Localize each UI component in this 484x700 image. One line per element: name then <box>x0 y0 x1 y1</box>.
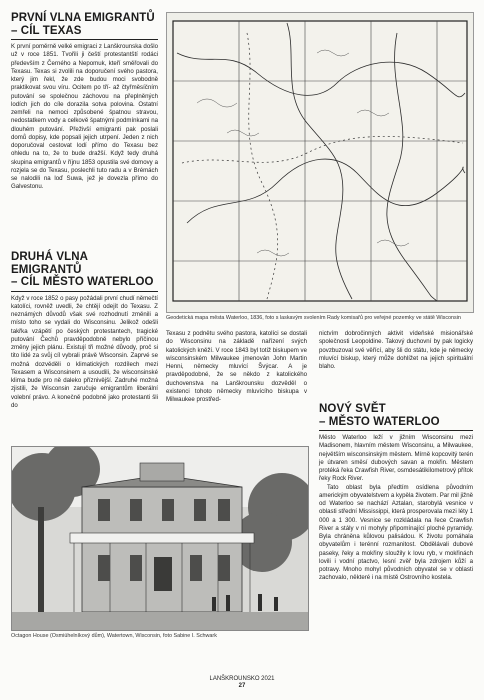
survey-map-drawing <box>167 13 473 312</box>
section-title-second-wave-line2: – CÍL MĚSTO WATERLOO <box>11 276 154 288</box>
right-column-text: nictvím dobročinných aktivit vídeňské misionářské společnosti Leopoldine. Takový duchovní by pak logicky povzbuzoval své věřící, aby šli do státu, kde je německy mluvící biskup, který může dohlížet na jejich spirituální blaho. <box>319 330 473 370</box>
section-title-new-world-line1: NOVÝ SVĚT <box>319 403 386 415</box>
section-title-second-wave-line1: DRUHÁ VLNA EMIGRANTŮ <box>11 251 88 276</box>
photo-caption: Octagon House (Osmiúhelníkový dům), Watertown, Wisconsin, foto Sabine I. Schwark <box>11 633 217 639</box>
title-underline <box>11 291 158 292</box>
octagon-house-drawing <box>12 447 308 630</box>
title-underline <box>11 39 158 40</box>
second-wave-text: Když v roce 1852 o pasy požádali první chudí němečtí katolíci, rovněž uvedli, že chtějí odejít do Texasu. Z neznámých důvodů však své rozhodnutí změnili a místo toho se vydali do Wisconsinu. Jelikož odešli takřka vzápětí po českých protestantech, tragické putování Čechů pravděpodobně nebylo příčinou změny jejich plánu. Existují tři možné důvody, proč si tito lidé za svůj cíl vybrali právě Wisconsin. Zaprvé se možná dozvěděli o klimatických rozdílech mezi Texasem a Wisconsinem a usoudili, že wisconsinské klima bude pro ně daleko příznivější. Zadruhé možná zjistili, že Wisconsin zaručuje emigrantům liberální volební právo. A konečně podobně jako protestanti šli do <box>11 294 158 409</box>
new-world-text-2: Tato oblast byla předtím osídlena původním americkým obyvatelstvem a kypěla životem. Par mil jižně od Waterloo se nachází Aztalan, starobylá vesnice v oblasti střední Mississippi, která prosperovala mezi léty 1 000 a 1 300. Vesnice se rozkládala na řece Crawfish River a stály v ní mohyly připomínající ploché pyramidy. Byla chráněna kůlovou palisádou. K životu pomáhala obyvatelům i terénní rozmanitost. Obdělávali dubové paseky, řeky a mokřiny sloužily k lovu ryb, v mokřinách lovili i vodní ptactvo, lesní zvěř byla zdrojem kůží a potravy. Mnoho mohyl původních obyvatel se v oblasti zachovalo, některé i na místě Ostrovního kostela. <box>319 483 473 582</box>
map-caption: Geodetická mapa města Waterloo, 1836, foto s laskavým svolením Rady komisařů pro veřejné pozemky ve státě Wisconsin <box>166 315 461 321</box>
publication-name: LANŠKROUNSKO 2021 <box>209 676 275 682</box>
octagon-house-photo <box>11 446 309 631</box>
survey-map-image <box>166 12 474 313</box>
new-world-text-1: Město Waterloo leží v jižním Wisconsinu mezi Madisonem, hlavním městem Wisconsinu, a Milwaukee, největším wisconsinským městem. Mírně kopcovitý terén je útvaren směsí dubových savan a mokřin. Městem protéká řeka Crawfish River, osmdesátikilometrový přítok řeky Rock River. <box>319 434 473 483</box>
middle-column <box>166 330 307 404</box>
section-title-first-wave-line2: – CÍL TEXAS <box>11 24 82 37</box>
page-number: 27 <box>238 683 246 689</box>
section-second-wave <box>11 251 158 410</box>
middle-column-text: Texasu z podnětu svého pastora, katolíci se dostali do Wisconsinu na základě nařízení svých katolických kněží. V roce 1843 byl totiž biskupem ve wisconsinském Milwaukee jmenován John Martin Henni, německy mluvící Švýcar. A je pravděpodobné, že se někdo z katolického duchovenstva na Lanškrounsku dozvěděl o existenci tohoto německy mluvícího biskupa v Milwaukee prostřed- <box>166 330 307 403</box>
first-wave-text: K první poměrně velké emigraci z Lanškrounska došlo už v roce 1851. Tvořili ji čeští protestantští rodáci především z Černého a Nepomuk, kteří směřovali do Texasu. Texas si zvolili na doporučení svého pastora, který jim řekl, že zde budou moci svobodně praktikovat svou víru. Ocitem po tří- až čtyřměsíčním putování se společnou záchovou na přeplněných lodích jich do cíle dorazila sotva polovina. Ostatní zemřeli na nemoci způsobené špatnou stravou, nedostatkem vody a celkově špatnými podmínkami na dlouhém putování. Přeživší emigranti pak poslali domů dopisy, kde popsali jejich utrpení. Jeden z nich doporučoval cestovat lodí přímo do Texasu bez ohledu na to, že to bude dražší. Když tedy druhá skupina emigrantů v říjnu 1853 opustila své domovy a rozjela se do Texasu, poslechli tuto radu a v Brémách se nalodili na loď Suwa, jež je dovezla přímo do Galvestonu. <box>11 43 158 191</box>
section-title-first-wave-line1: PRVNÍ VLNA EMIGRANTŮ <box>11 12 155 24</box>
section-first-wave <box>11 12 158 192</box>
section-new-world <box>319 403 473 583</box>
right-column <box>319 330 473 371</box>
section-title-new-world-line2: – MĚSTO WATERLOO <box>319 415 440 428</box>
title-underline <box>319 430 473 431</box>
page-footer <box>0 676 484 690</box>
